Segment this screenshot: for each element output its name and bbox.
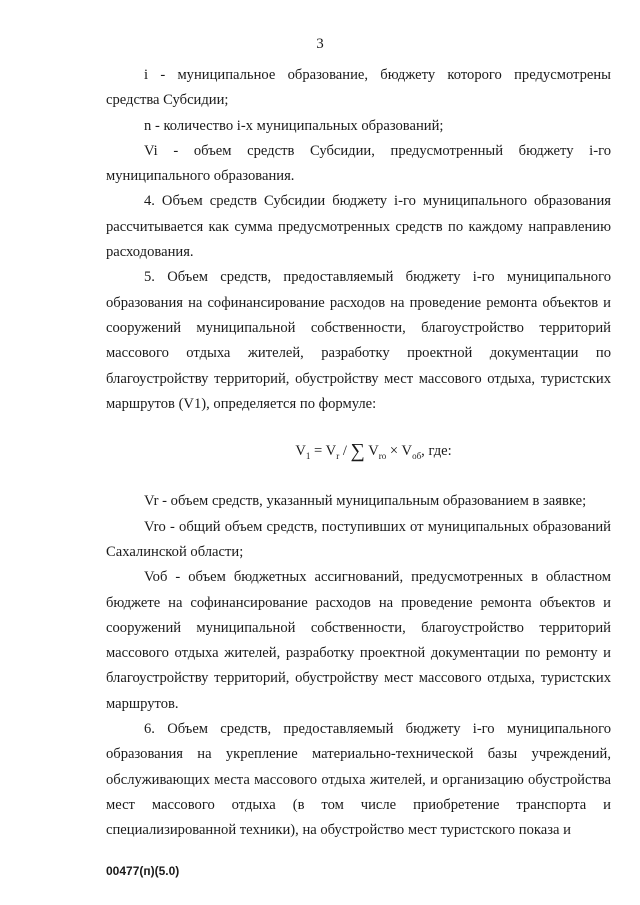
formula-eq: = V: [310, 443, 337, 460]
formula-ob-sub: об: [412, 451, 422, 462]
page-number: 3: [316, 36, 324, 52]
paragraph-i-definition: i - муниципальное образование, бюджету которого предусмотрены средства Субсидии;: [106, 67, 611, 109]
document-code: 00477(п)(5.0): [106, 864, 180, 878]
formula: $V_1 = V_r$ / ∑ $V_{ro} \times V_{об}$, где:: [295, 440, 452, 463]
formula-ro-sub: ro: [378, 451, 387, 462]
paragraph-vi-definition: Vi - объем средств Субсидии, предусмотренный бюджету i-го муниципального образования.: [106, 142, 611, 185]
paragraph-vob-definition: Voб - объем бюджетных ассигнований, предусмотренных в областном бюджете на софинансирование расходов на проведение ремонта объектов и сооружений муниципальной собственности, благоустройство территорий массового отдыха жителей, разработку проектной документации по ремонту и благоустройству территорий, обустройству мест массового отдыха, туристских маршрутов.: [106, 569, 611, 712]
paragraph-n-definition: n - количество i-х муниципальных образований;: [144, 117, 444, 134]
paragraph-5: 5. Объем средств, предоставляемый бюджету i-го муниципального образования на софинансирование расходов на проведение ремонта объектов и сооружений муниципальной собственности, благоустройство территорий массового отдыха жителей, разработку проектной документации по благоустройству территорий, обустройству мест массового отдыха, туристских маршрутов (V1), определяется по формуле:: [106, 269, 611, 412]
formula-slash: /: [339, 443, 351, 460]
formula-lhs: V: [295, 443, 306, 460]
formula-times: × V: [386, 443, 413, 460]
paragraph-4: 4. Объем средств Субсидии бюджету i-го муниципального образования рассчитывается как сумма предусмотренных средств по каждому направлению расходования.: [106, 193, 611, 261]
formula-lhs-sub: 1: [305, 451, 311, 462]
formula-sigma: ∑: [350, 440, 365, 463]
formula-r-sub: r: [336, 451, 340, 462]
formula-tail: , где:: [421, 443, 452, 460]
paragraph-6: 6. Объем средств, предоставляемый бюджету i-го муниципального образования на укрепление материально-технической базы учреждений, обслуживающих места массового отдыха жителей, и организацию обустройства мест массового отдыха (в том числе приобретение транспорта и специализированной техники), на обустройство мест туристского показа и: [106, 721, 611, 839]
paragraph-vr-definition: Vr - объем средств, указанный муниципальным образованием в заявке;: [144, 493, 587, 510]
document-body: [106, 63, 611, 844]
paragraph-vro-definition: Vro - общий объем средств, поступивших от муниципальных образований Сахалинской области;: [106, 518, 611, 560]
